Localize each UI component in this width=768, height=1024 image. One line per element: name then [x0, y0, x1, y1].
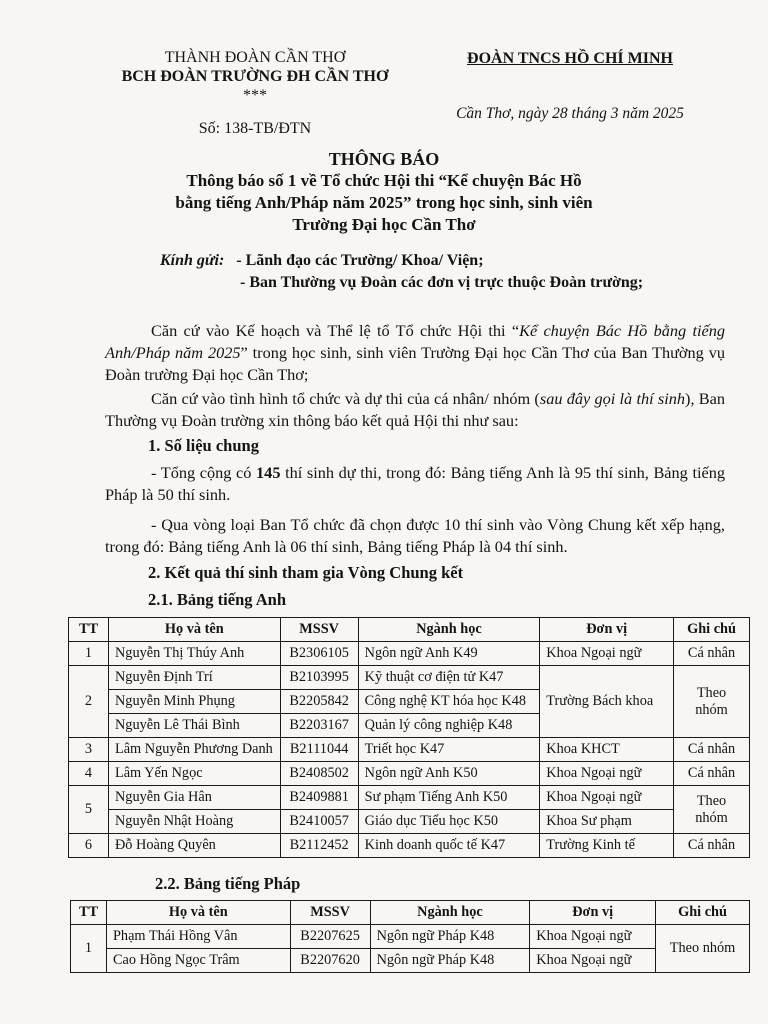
- cell-tt: 3: [69, 738, 109, 762]
- table-row: [69, 762, 750, 786]
- french-results-table: [70, 900, 750, 973]
- cell-major: Công nghệ KT hóa học K48: [358, 690, 540, 714]
- cell-major: Ngôn ngữ Pháp K48: [370, 949, 530, 973]
- p2-text-italic: sau đây gọi là thí sinh: [539, 389, 686, 408]
- table-row: [69, 642, 750, 666]
- title-line-3: Trường Đại học Cần Thơ: [292, 215, 476, 234]
- cell-major: Ngôn ngữ Anh K49: [358, 642, 540, 666]
- cell-tt: 1: [71, 925, 107, 973]
- cell-major: Triết học K47: [358, 738, 540, 762]
- cell-unit: Khoa Ngoại ngữ: [540, 642, 674, 666]
- cell-unit: Khoa KHCT: [540, 738, 674, 762]
- cell-name: Phạm Thái Hồng Vân: [106, 925, 290, 949]
- cell-note: Cá nhân: [674, 834, 750, 858]
- table-header-row: [71, 901, 750, 925]
- col-tt: TT: [69, 618, 109, 642]
- document-date: Cần Thơ, ngày 28 tháng 3 năm 2025: [456, 105, 684, 122]
- issuer-block: [110, 48, 400, 138]
- cell-major: Ngôn ngữ Anh K50: [358, 762, 540, 786]
- cell-major: Sư phạm Tiếng Anh K50: [358, 786, 540, 810]
- title-main: THÔNG BÁO: [328, 149, 440, 169]
- table-row: [69, 834, 750, 858]
- p3-text-a: - Tổng cộng có: [151, 463, 257, 482]
- cell-unit: Khoa Ngoại ngữ: [530, 949, 656, 973]
- cell-major: Ngôn ngữ Pháp K48: [370, 925, 530, 949]
- col-major: Ngành học: [370, 901, 530, 925]
- issuer-line-1: THÀNH ĐOÀN CẦN THƠ: [164, 49, 346, 66]
- p2-text-c: ), Ban Thường vụ Đoàn trường xin thông báo kết quả Hội thi như sau:: [105, 389, 725, 430]
- cell-name: Nguyễn Lê Thái Bình: [108, 714, 280, 738]
- section-2-1-heading: 2.1. Bảng tiếng Anh: [148, 590, 286, 609]
- cell-id: B2306105: [280, 642, 358, 666]
- paragraph-2: [105, 388, 725, 432]
- cell-unit: Khoa Ngoại ngữ: [540, 786, 674, 810]
- col-unit: Đơn vị: [540, 618, 674, 642]
- document-title: [0, 148, 768, 236]
- recipients: [160, 250, 643, 294]
- col-name: Họ và tên: [108, 618, 280, 642]
- p3-text-c: thí sinh dự thi, trong đó: Bảng tiếng Anh là 95 thí sinh, Bảng tiếng Pháp là 50 thí sinh.: [105, 463, 725, 504]
- title-line-1: Thông báo số 1 về Tổ chức Hội thi “Kể chuyện Bác Hồ: [186, 171, 582, 190]
- cell-id: B2103995: [280, 666, 358, 690]
- recipient-1: - Lãnh đạo các Trường/ Khoa/ Viện;: [236, 252, 484, 269]
- recipient-2: - Ban Thường vụ Đoàn các đơn vị trực thuộc Đoàn trường;: [240, 274, 644, 291]
- p1-text-a: Căn cứ vào Kế hoạch và Thể lệ tổ Tổ chức Hội thi “: [151, 321, 520, 340]
- cell-id: B2207625: [290, 925, 370, 949]
- col-major: Ngành học: [358, 618, 540, 642]
- p1-text-c: ” trong học sinh, sinh viên Trường Đại học Cần Thơ của Ban Thường vụ Đoàn trường Đại học Cần Thơ;: [105, 343, 726, 384]
- cell-name: Đỗ Hoàng Quyên: [108, 834, 280, 858]
- cell-note: Theo nhóm: [656, 925, 750, 973]
- cell-major: Kỹ thuật cơ điện tử K47: [358, 666, 540, 690]
- col-id: MSSV: [280, 618, 358, 642]
- cell-name: Nguyễn Thị Thúy Anh: [108, 642, 280, 666]
- cell-unit: Trường Bách khoa: [540, 666, 674, 738]
- cell-id: B2111044: [280, 738, 358, 762]
- issuer-line-2: BCH ĐOÀN TRƯỜNG ĐH CẦN THƠ: [121, 68, 389, 85]
- col-tt: TT: [71, 901, 107, 925]
- col-note: Ghi chú: [674, 618, 750, 642]
- english-results-table: [68, 617, 750, 858]
- cell-name: Nguyễn Minh Phụng: [108, 690, 280, 714]
- cell-name: Nguyễn Gia Hân: [108, 786, 280, 810]
- cell-unit: Khoa Sư phạm: [540, 810, 674, 834]
- cell-tt: 4: [69, 762, 109, 786]
- table-row: [69, 810, 750, 834]
- cell-tt: 1: [69, 642, 109, 666]
- col-name: Họ và tên: [106, 901, 290, 925]
- cell-note: Cá nhân: [674, 642, 750, 666]
- table-header-row: [69, 618, 750, 642]
- paragraph-1: [105, 320, 725, 386]
- table-row: [71, 925, 750, 949]
- cell-note: Cá nhân: [674, 762, 750, 786]
- cell-major: Quản lý công nghiệp K48: [358, 714, 540, 738]
- col-id: MSSV: [290, 901, 370, 925]
- stars-separator: ***: [243, 87, 267, 104]
- cell-id: B2112452: [280, 834, 358, 858]
- cell-major: Kinh doanh quốc tế K47: [358, 834, 540, 858]
- cell-unit: Trường Kinh tế: [540, 834, 674, 858]
- cell-note: Cá nhân: [674, 738, 750, 762]
- cell-tt: 5: [69, 786, 109, 834]
- cell-note: Theo nhóm: [674, 786, 750, 834]
- cell-unit: Khoa Ngoại ngữ: [530, 925, 656, 949]
- cell-name: Nguyễn Định Trí: [108, 666, 280, 690]
- cell-tt: 2: [69, 666, 109, 738]
- cell-tt: 6: [69, 834, 109, 858]
- p2-text-a: Căn cứ vào tình hình tổ chức và dự thi của cá nhân/ nhóm (: [151, 389, 540, 408]
- cell-id: B2409881: [280, 786, 358, 810]
- recipients-label: Kính gửi:: [160, 252, 225, 269]
- title-line-2: bằng tiếng Anh/Pháp năm 2025” trong học sinh, sinh viên: [175, 193, 593, 212]
- section-1-heading: 1. Số liệu chung: [148, 436, 259, 455]
- cell-unit: Khoa Ngoại ngữ: [540, 762, 674, 786]
- cell-name: Cao Hồng Ngọc Trâm: [106, 949, 290, 973]
- col-note: Ghi chú: [656, 901, 750, 925]
- paragraph-3: [105, 462, 725, 506]
- paragraph-4: - Qua vòng loại Ban Tổ chức đã chọn được 10 thí sinh vào Vòng Chung kết xếp hạng, trong đó: Bảng tiếng Anh là 06 thí sinh, Bảng tiếng Pháp là 04 thí sinh.: [105, 515, 725, 556]
- cell-note: Theo nhóm: [674, 666, 750, 738]
- cell-id: B2408502: [280, 762, 358, 786]
- section-2-2-heading: 2.2. Bảng tiếng Pháp: [155, 874, 301, 893]
- section-2-heading: 2. Kết quả thí sinh tham gia Vòng Chung kết: [148, 563, 464, 582]
- cell-id: B2205842: [280, 690, 358, 714]
- table-row: [69, 666, 750, 690]
- col-unit: Đơn vị: [530, 901, 656, 925]
- union-title: ĐOÀN TNCS HỒ CHÍ MINH: [467, 50, 673, 67]
- cell-id: B2207620: [290, 949, 370, 973]
- cell-name: Lâm Nguyễn Phương Danh: [108, 738, 280, 762]
- p1-text-italic: Kể chuyện Bác Hồ bằng tiếng Anh/Pháp năm 2025: [105, 321, 725, 362]
- document-number: Số: 138-TB/ĐTN: [198, 120, 312, 137]
- cell-major: Giáo dục Tiểu học K50: [358, 810, 540, 834]
- cell-id: B2203167: [280, 714, 358, 738]
- table-row: [69, 786, 750, 810]
- p3-total: 145: [256, 463, 281, 482]
- cell-name: Nguyễn Nhật Hoàng: [108, 810, 280, 834]
- union-block: [440, 50, 700, 123]
- cell-name: Lâm Yến Ngọc: [108, 762, 280, 786]
- cell-id: B2410057: [280, 810, 358, 834]
- table-row: [69, 738, 750, 762]
- table-row: [71, 949, 750, 973]
